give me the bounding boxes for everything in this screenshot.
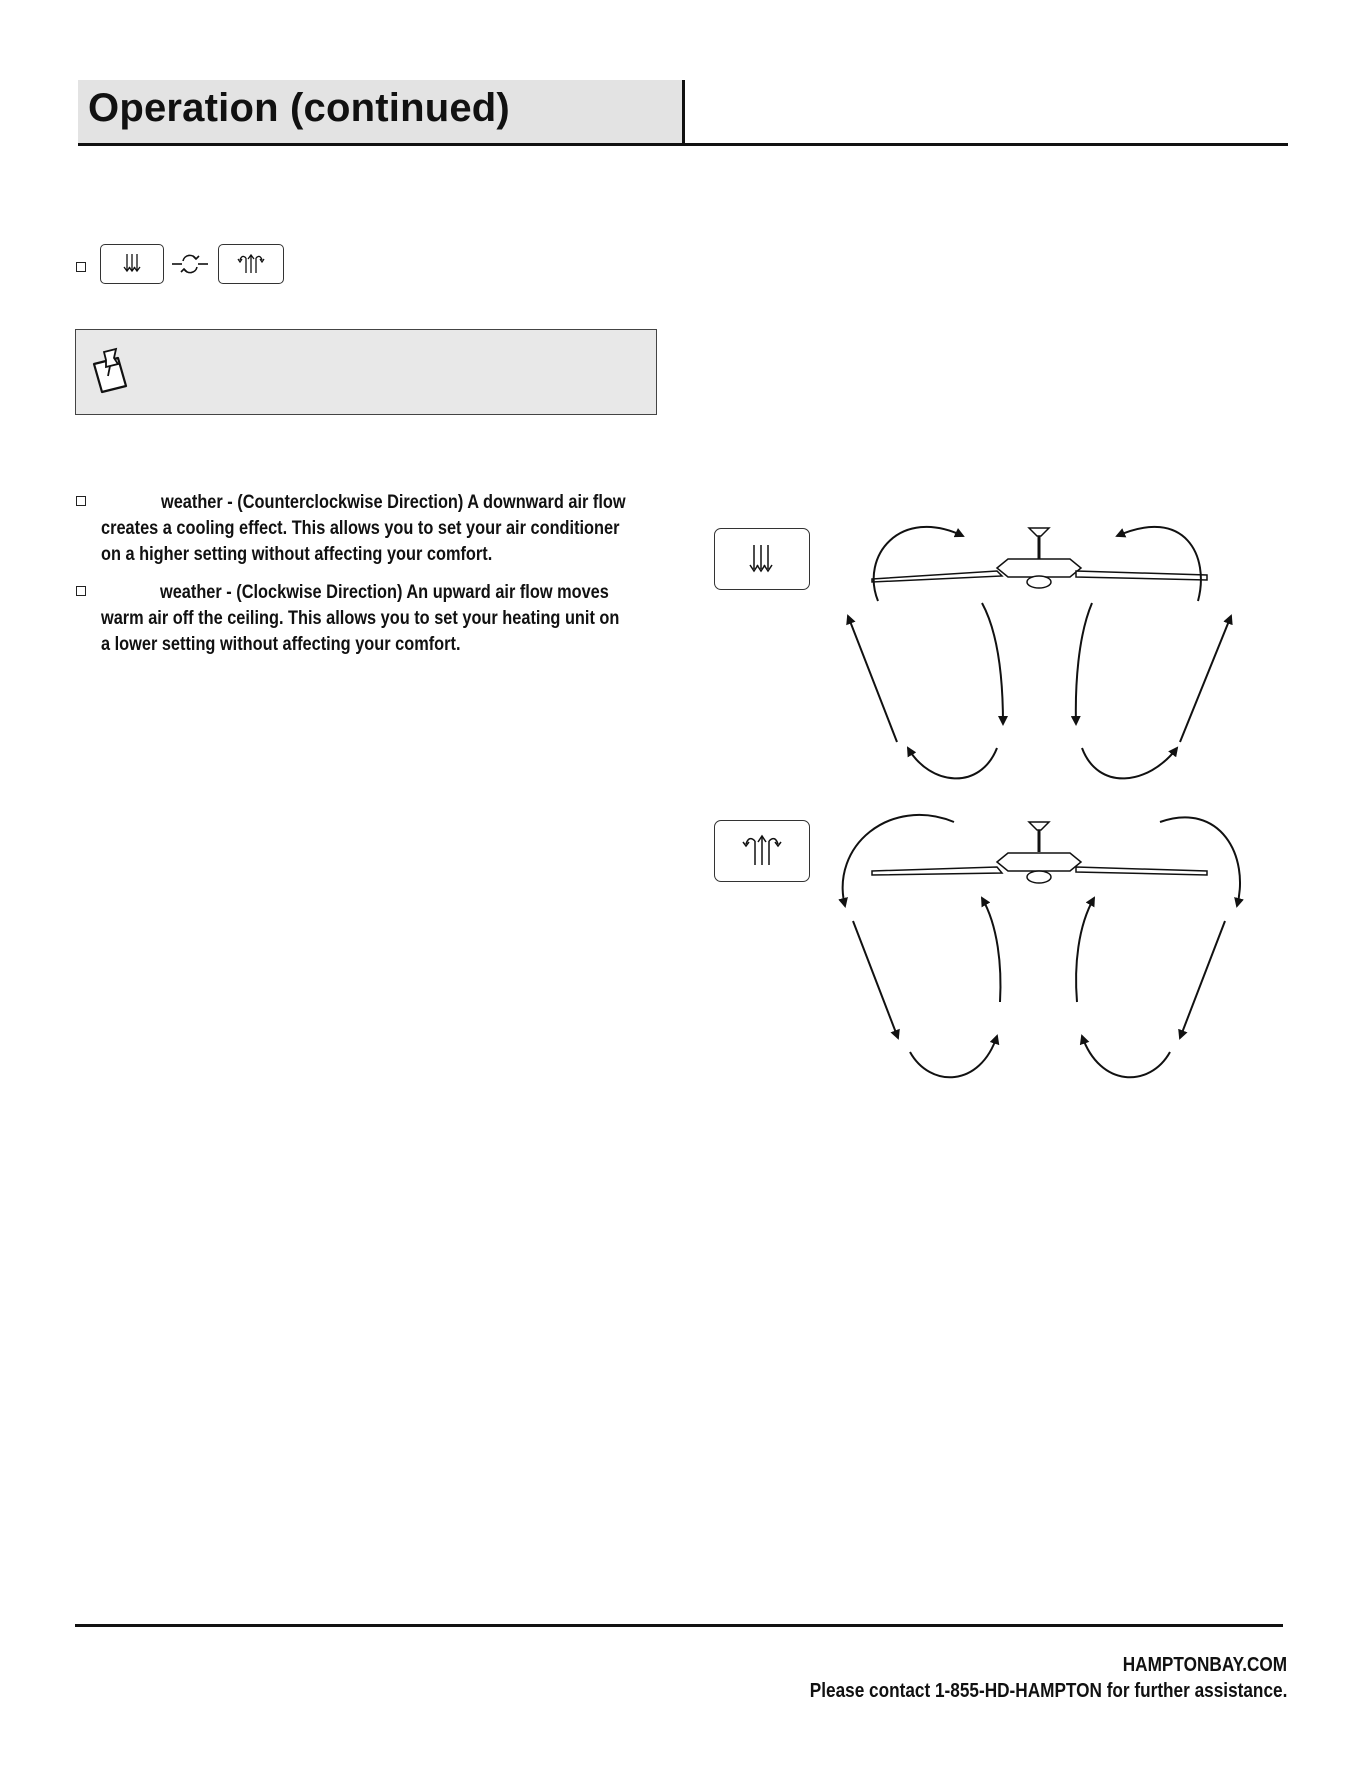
footer-website: HAMPTONBAY.COM [1122, 1654, 1287, 1676]
bullet [76, 586, 86, 596]
ceiling-fan-downward-airflow-diagram [830, 516, 1250, 786]
footer-rule [75, 1624, 1283, 1627]
up-arrows-icon [219, 245, 283, 283]
paragraph-line: a lower setting without affecting your comfort. [101, 634, 461, 655]
down-arrows-icon [101, 245, 163, 283]
downward-mode-button [714, 528, 810, 590]
upward-mode-button [218, 244, 284, 284]
fan-graphic [872, 822, 1207, 883]
paragraph-line: weather - (Clockwise Direction) An upward air flow moves [160, 582, 609, 603]
footer-contact: Please contact 1-855-HD-HAMPTON for further assistance. [809, 1680, 1287, 1702]
page-title: Operation (continued) [88, 86, 510, 130]
header-rule [78, 143, 1288, 146]
down-arrows-icon [715, 529, 809, 589]
bullet [76, 262, 86, 272]
swap-arrows-icon [170, 249, 210, 277]
paragraph-line: warm air off the ceiling. This allows you to set your heating unit on [101, 608, 620, 629]
ceiling-fan-upward-airflow-diagram [830, 806, 1250, 1086]
paragraph-line: creates a cooling effect. This allows you to set your air conditioner [101, 518, 620, 539]
note-box [75, 329, 657, 415]
paragraph-line: weather - (Counterclockwise Direction) A downward air flow [161, 492, 626, 513]
downward-mode-button [100, 244, 164, 284]
note-pushpin-icon [88, 346, 130, 394]
paragraph-line: on a higher setting without affecting your comfort. [101, 544, 493, 565]
header-divider [682, 80, 685, 145]
fan-graphic [872, 528, 1207, 588]
upward-mode-button [714, 820, 810, 882]
bullet [76, 496, 86, 506]
up-arrows-icon [715, 821, 809, 881]
